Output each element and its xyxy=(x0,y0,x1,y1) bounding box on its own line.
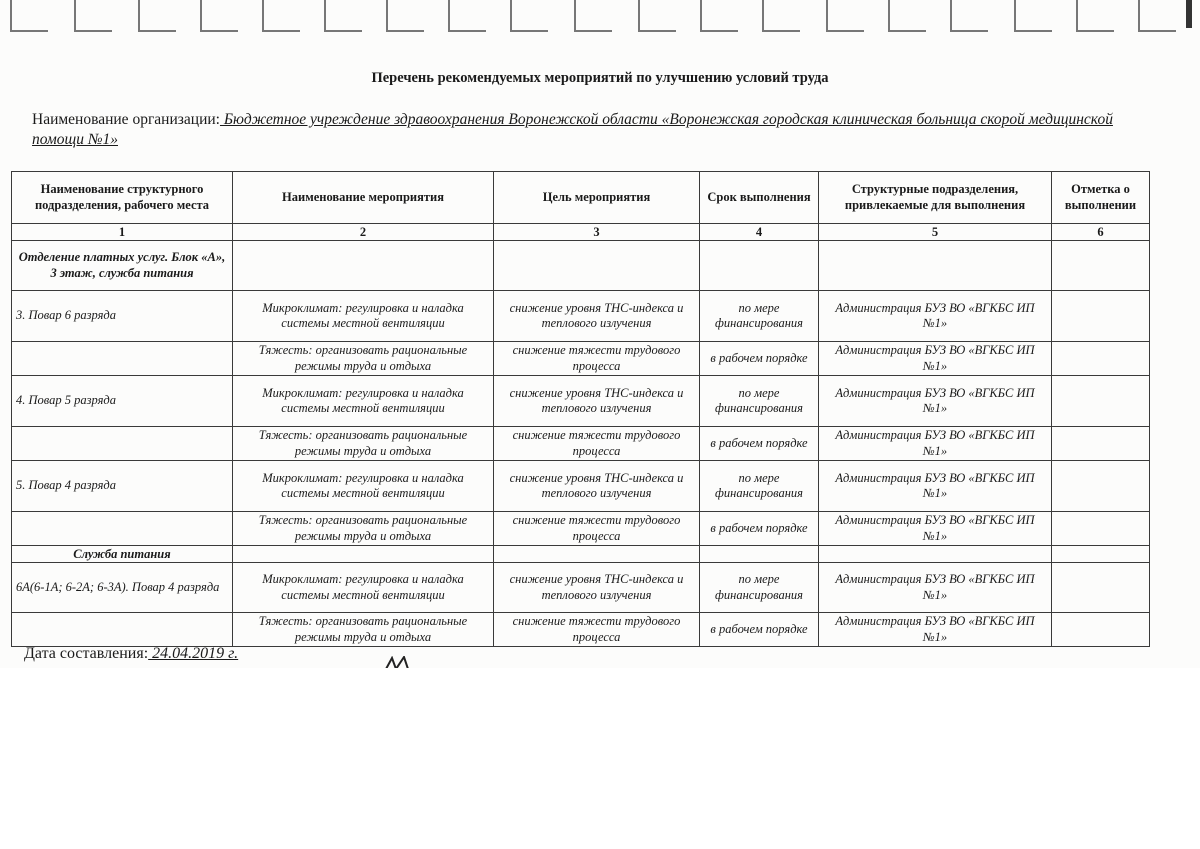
workplace-cell: 5. Повар 4 разряда xyxy=(12,461,233,512)
section-row xyxy=(12,241,1150,291)
goal-cell: снижение уровня ТНС-индекса и теплового излучения xyxy=(494,461,700,512)
column-number: 4 xyxy=(700,224,819,241)
organization-line xyxy=(32,110,1152,150)
table-row xyxy=(12,613,1150,647)
table-row xyxy=(12,291,1150,342)
table-row xyxy=(12,461,1150,512)
unit-cell: Администрация БУЗ ВО «ВГКБС ИП №1» xyxy=(819,512,1052,546)
unit-cell: Администрация БУЗ ВО «ВГКБС ИП №1» xyxy=(819,613,1052,647)
term-cell: по мере финансирования xyxy=(700,563,819,613)
workplace-cell: 4. Повар 5 разряда xyxy=(12,376,233,427)
table-row xyxy=(12,376,1150,427)
section-row xyxy=(12,546,1150,563)
mark-cell xyxy=(1052,512,1150,546)
goal-cell: снижение уровня ТНС-индекса и теплового излучения xyxy=(494,563,700,613)
mark-cell xyxy=(1052,461,1150,512)
header-goal: Цель мероприятия xyxy=(494,172,700,224)
document-title: Перечень рекомендуемых мероприятий по улучшению условий труда xyxy=(371,70,829,86)
section-title: Отделение платных услуг. Блок «А», 3 этаж, служба питания xyxy=(12,241,233,291)
goal-cell: снижение тяжести трудового процесса xyxy=(494,342,700,376)
unit-cell: Администрация БУЗ ВО «ВГКБС ИП №1» xyxy=(819,376,1052,427)
unit-cell: Администрация БУЗ ВО «ВГКБС ИП №1» xyxy=(819,427,1052,461)
goal-cell: снижение тяжести трудового процесса xyxy=(494,512,700,546)
unit-cell: Администрация БУЗ ВО «ВГКБС ИП №1» xyxy=(819,342,1052,376)
workplace-cell xyxy=(12,512,233,546)
table-row xyxy=(12,563,1150,613)
date-label: Дата составления: xyxy=(24,645,149,662)
mark-cell xyxy=(1052,563,1150,613)
workplace-cell: 6А(6-1А; 6-2А; 6-3А). Повар 4 разряда xyxy=(12,563,233,613)
measure-cell: Микроклимат: регулировка и наладка системы местной вентиляции xyxy=(233,563,494,613)
header-workplace: Наименование структурного подразделения, рабочего места xyxy=(12,172,233,224)
column-number: 6 xyxy=(1052,224,1150,241)
header-measure: Наименование мероприятия xyxy=(233,172,494,224)
column-number: 5 xyxy=(819,224,1052,241)
measure-cell: Тяжесть: организовать рациональные режимы труда и отдыха xyxy=(233,613,494,647)
table-row xyxy=(12,342,1150,376)
term-cell: в рабочем порядке xyxy=(700,342,819,376)
unit-cell: Администрация БУЗ ВО «ВГКБС ИП №1» xyxy=(819,291,1052,342)
workplace-cell xyxy=(12,613,233,647)
goal-cell: снижение уровня ТНС-индекса и теплового излучения xyxy=(494,291,700,342)
measure-cell: Тяжесть: организовать рациональные режимы труда и отдыха xyxy=(233,342,494,376)
goal-cell: снижение тяжести трудового процесса xyxy=(494,613,700,647)
table-header-row xyxy=(12,172,1150,224)
compilation-date xyxy=(24,645,238,663)
column-number: 3 xyxy=(494,224,700,241)
goal-cell: снижение уровня ТНС-индекса и теплового излучения xyxy=(494,376,700,427)
header-units: Структурные подразделения, привлекаемые для выполнения xyxy=(819,172,1052,224)
column-number: 1 xyxy=(12,224,233,241)
binder-holes xyxy=(0,0,1200,36)
organization-label: Наименование организации: xyxy=(32,111,220,128)
table-row xyxy=(12,512,1150,546)
column-number: 2 xyxy=(233,224,494,241)
table-row xyxy=(12,427,1150,461)
goal-cell: снижение тяжести трудового процесса xyxy=(494,427,700,461)
measure-cell: Тяжесть: организовать рациональные режимы труда и отдыха xyxy=(233,512,494,546)
measure-cell: Микроклимат: регулировка и наладка системы местной вентиляции xyxy=(233,376,494,427)
workplace-cell xyxy=(12,342,233,376)
measure-cell: Микроклимат: регулировка и наладка системы местной вентиляции xyxy=(233,461,494,512)
unit-cell: Администрация БУЗ ВО «ВГКБС ИП №1» xyxy=(819,461,1052,512)
mark-cell xyxy=(1052,291,1150,342)
term-cell: по мере финансирования xyxy=(700,376,819,427)
header-mark: Отметка о выполнении xyxy=(1052,172,1150,224)
column-number-row xyxy=(12,224,1150,241)
term-cell: в рабочем порядке xyxy=(700,427,819,461)
measure-cell: Микроклимат: регулировка и наладка системы местной вентиляции xyxy=(233,291,494,342)
term-cell: по мере финансирования xyxy=(700,461,819,512)
unit-cell: Администрация БУЗ ВО «ВГКБС ИП №1» xyxy=(819,563,1052,613)
term-cell: в рабочем порядке xyxy=(700,512,819,546)
date-value: 24.04.2019 г. xyxy=(148,645,239,662)
measures-table xyxy=(11,171,1150,647)
term-cell: по мере финансирования xyxy=(700,291,819,342)
measure-cell: Тяжесть: организовать рациональные режимы труда и отдыха xyxy=(233,427,494,461)
mark-cell xyxy=(1052,376,1150,427)
mark-cell xyxy=(1052,613,1150,647)
workplace-cell: 3. Повар 6 разряда xyxy=(12,291,233,342)
section-title: Служба питания xyxy=(12,546,233,563)
organization-name: Бюджетное учреждение здравоохранения Воронежской области «Воронежская городская клиническая больница скорой медицинской помощи №1» xyxy=(32,111,1113,148)
mark-cell xyxy=(1052,427,1150,461)
mark-cell xyxy=(1052,342,1150,376)
header-term: Срок выполнения xyxy=(700,172,819,224)
signature-stroke xyxy=(384,656,414,668)
term-cell: в рабочем порядке xyxy=(700,613,819,647)
workplace-cell xyxy=(12,427,233,461)
